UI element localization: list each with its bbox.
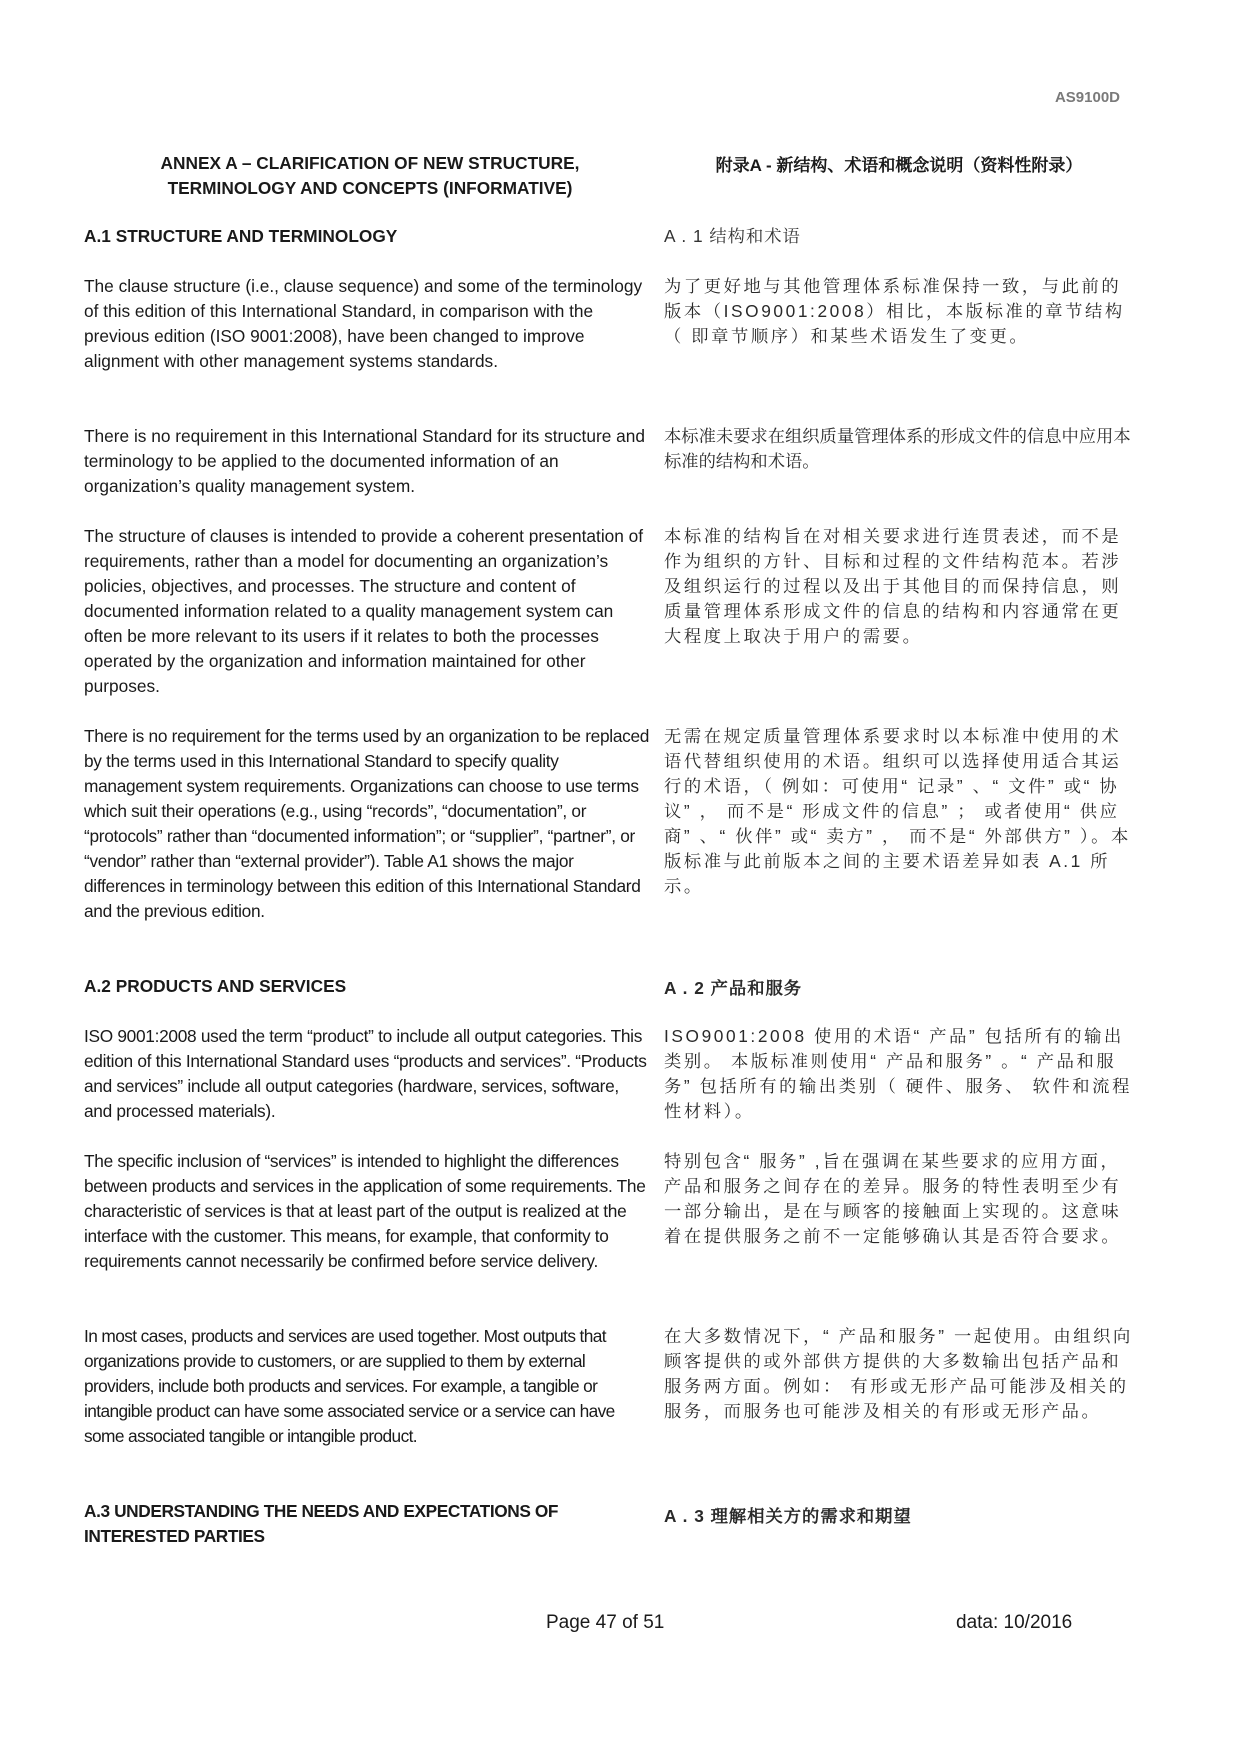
annex-title-zh: 附录A - 新结构、术语和概念说明（资料性附录） [715, 156, 1083, 175]
a1-paragraph-2-en: There is no requirement in this International Standard for its structure and terminology to be applied to the documented information of an organization’s quality management system. [84, 426, 645, 496]
a1-paragraph-3-zh: 本标准的结构旨在对相关要求进行连贯表述，而不是作为组织的方针、目标和过程的文件结构范本。若涉及组织运行的过程以及出于其他目的而保持信息，则质量管理体系形成文件的信息的结构和内容通常在更大程度上取决于用户的需要。 [664, 526, 1122, 646]
a1-paragraph-1-zh: 为了更好地与其他管理体系标准保持一致，与此前的版本（ISO9001:2008）相比，本版标准的章节结构（ 即章节顺序）和某些术语发生了变更。 [664, 276, 1125, 346]
section-a1-heading-en: A.1 STRUCTURE AND TERMINOLOGY [84, 226, 398, 246]
a1-paragraph-2-zh: 本标准未要求在组织质量管理体系的形成文件的信息中应用本标准的结构和术语。 [664, 426, 1131, 471]
a1-paragraph-3-en: The structure of clauses is intended to provide a coherent presentation of requirements, rather than a model for documenting an organization’s policies, objectives, and processes. The structure and content of documented information related to a quality management system can often be more relevant to its users if it relates to both the processes operated by the organization and information maintained for other purposes. [84, 526, 644, 696]
section-a2-heading-zh: A . 2 产品和服务 [664, 978, 803, 998]
a2-paragraph-1-en: ISO 9001:2008 used the term “product” to include all output categories. This edition of this International Standard uses “products and services”. “Products and services” include all output categories (hardware, services, software, and processed materials). [84, 1026, 647, 1121]
a1-paragraph-4-zh: 无需在规定质量管理体系要求时以本标准中使用的术语代替组织使用的术语。组织可以选择使用适合其运行的术语，（ 例如：可使用“ 记录” 、“ 文件” 或“ 协议” ， 而不是“ 形成文件的信息” ； 或者使用“ 供应商” 、“ 伙伴” 或“ 卖方” ， 而不是“ 外部供方” ）。本版标准与此前版本之间的主要术语差异如表 A.1 所示。 [664, 726, 1131, 896]
a2-paragraph-3-zh: 在大多数情况下，“ 产品和服务” 一起使用。由组织向顾客提供的或外部供方提供的大多数输出包括产品和服务两方面。例如： 有形或无形产品可能涉及相关的服务，而服务也可能涉及相关的有形或无形产品。 [664, 1326, 1133, 1421]
a2-paragraph-3-en: In most cases, products and services are used together. Most outputs that organizations provide to customers, or are supplied to them by external providers, include both products and services. For example, a tangible or intangible product can have some associated service or a service can have some associated tangible or intangible product. [84, 1326, 615, 1446]
a1-paragraph-4-en: There is no requirement for the terms used by an organization to be replaced by the terms used in this International Standard to specify quality management system requirements. Organizations can choose to use terms which suit their operations (e.g., using “records”, “documentation”, or “protocols” rather than “documented information”; or “supplier”, “partner”, or “vendor” rather than “external provider”). Table A1 shows the major differences in terminology between this edition of this International Standard and the previous edition. [84, 726, 650, 921]
document-code: AS9100D [1054, 89, 1120, 106]
a2-paragraph-2-zh: 特别包含“ 服务” ,旨在强调在某些要求的应用方面， 产品和服务之间存在的差异。服务的特性表明至少有一部分输出，是在与顾客的接触面上实现的。这意味着在提供服务之前不一定能够确认其是否符合要求。 [664, 1151, 1122, 1246]
section-a1-heading-zh: A . 1 结构和术语 [664, 226, 801, 246]
a1-paragraph-1-en: The clause structure (i.e., clause sequence) and some of the terminology of this edition of this International Standard, in comparison with the previous edition (ISO 9001:2008), have been changed to improve alignment with other management systems standards. [84, 276, 643, 371]
section-a3-heading-zh: A . 3 理解相关方的需求和期望 [664, 1506, 912, 1526]
a2-paragraph-1-zh: ISO9001:2008 使用的术语“ 产品” 包括所有的输出类别。 本版标准则使用“ 产品和服务” 。“ 产品和服务” 包括所有的输出类别（ 硬件、服务、 软件和流程性材料）。 [664, 1026, 1132, 1121]
section-a2-heading-en: A.2 PRODUCTS AND SERVICES [84, 976, 347, 996]
a2-paragraph-2-en: The specific inclusion of “services” is intended to highlight the differences between products and services in the application of some requirements. The characteristic of services is that at least part of the output is realized at the interface with the customer. This means, for example, that conformity to requirements cannot necessarily be confirmed before service delivery. [84, 1151, 646, 1271]
document-date: data: 10/2016 [956, 1612, 1073, 1633]
section-a3-heading-en: A.3 UNDERSTANDING THE NEEDS AND EXPECTATIONS OF INTERESTED PARTIES [84, 1501, 559, 1546]
page-number: Page 47 of 51 [546, 1612, 665, 1633]
annex-title-en: ANNEX A – CLARIFICATION OF NEW STRUCTURE, TERMINOLOGY AND CONCEPTS (INFORMATIVE) [160, 153, 580, 198]
